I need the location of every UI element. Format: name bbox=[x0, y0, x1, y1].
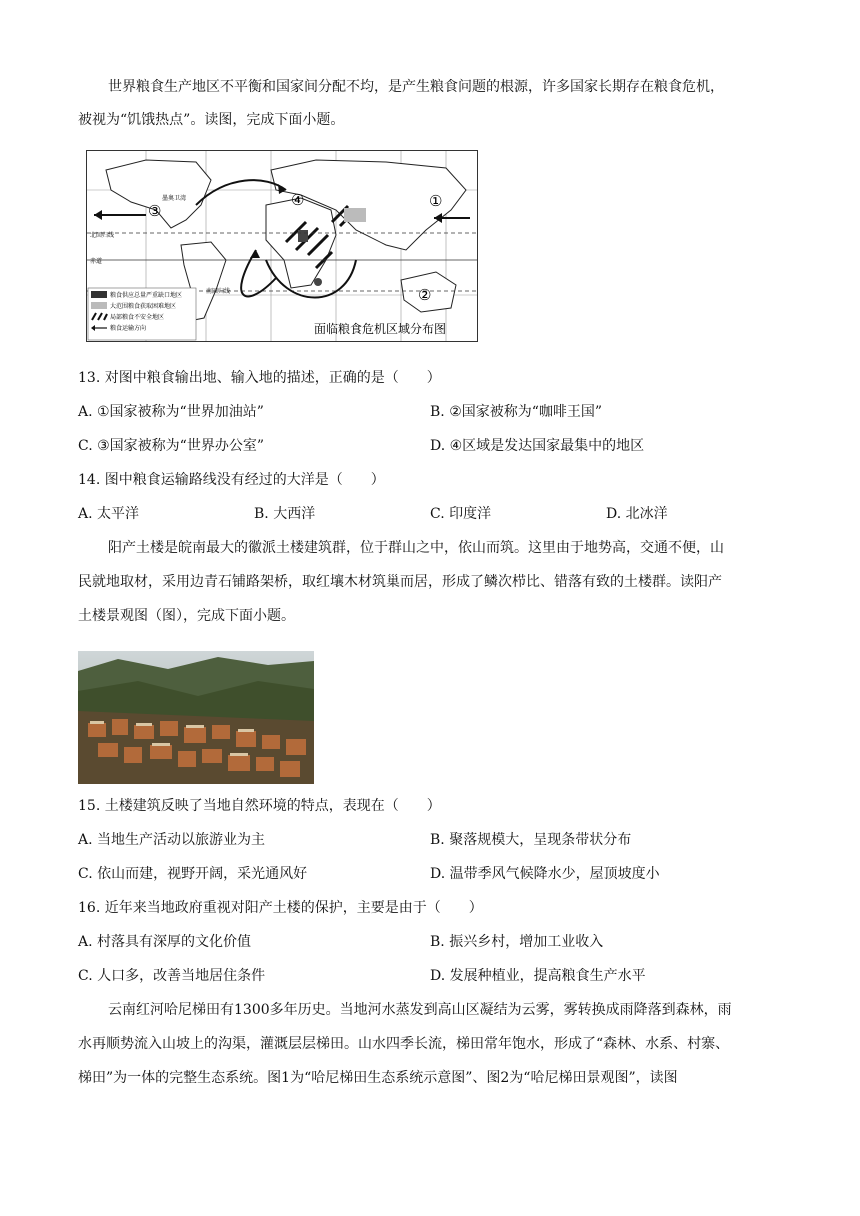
q14-option-d[interactable]: D. 北冰洋 bbox=[606, 506, 668, 522]
marker-2: ② bbox=[418, 286, 432, 304]
q16-option-b[interactable]: B. 振兴乡村，增加工业收入 bbox=[430, 934, 604, 950]
q13-option-b[interactable]: B. ②国家被称为“咖啡王国” bbox=[430, 404, 603, 420]
q13-stem: 13. 对图中粮食输出地、输入地的描述，正确的是（ ） bbox=[78, 370, 441, 386]
intro2-line1: 阳产土楼是皖南最大的徽派土楼建筑群，位于群山之中，依山而筑。这里由于地势高，交通不便，山 bbox=[108, 540, 724, 556]
q14-option-b[interactable]: B. 大西洋 bbox=[254, 506, 316, 522]
marker-3: ③ bbox=[148, 202, 162, 220]
q16-option-c[interactable]: C. 人口多，改善当地居住条件 bbox=[78, 968, 266, 984]
tulou-landscape-photo bbox=[78, 651, 314, 784]
marker-1: ① bbox=[429, 192, 443, 210]
intro1-line2: 被视为“饥饿热点”。读图，完成下面小题。 bbox=[78, 112, 345, 128]
gulf-label: 墨奥卫湾 bbox=[162, 195, 187, 202]
q13-option-d[interactable]: D. ④区域是发达国家最集中的地区 bbox=[430, 438, 645, 454]
q15-stem: 15. 土楼建筑反映了当地自然环境的特点，表现在（ ） bbox=[78, 798, 441, 814]
q16-option-a[interactable]: A. 村落具有深厚的文化价值 bbox=[78, 934, 252, 950]
marker-4: ④ bbox=[291, 191, 305, 209]
equator-label: 赤道 bbox=[90, 258, 103, 265]
intro2-line2: 民就地取材，采用边青石铺路架桥，取红壤木材筑巢而居，形成了鳞次栉比、错落有致的土楼群。读阳产 bbox=[78, 574, 722, 590]
map-title: 面临粮食危机区域分布图 bbox=[314, 322, 447, 336]
legend-item-3: 局部粮食不安全地区 bbox=[110, 314, 165, 321]
map-legend bbox=[88, 288, 196, 340]
tropic-south-label: 南回归线 bbox=[206, 288, 231, 295]
q13-option-a[interactable]: A. ①国家被称为“世界加油站” bbox=[78, 404, 264, 420]
q15-option-a[interactable]: A. 当地生产活动以旅游业为主 bbox=[78, 832, 266, 848]
intro2-line3: 土楼景观图（图），完成下面小题。 bbox=[78, 608, 295, 624]
intro1-line1: 世界粮食生产地区不平衡和国家间分配不均，是产生粮食问题的根源，许多国家长期存在粮食危机， bbox=[108, 79, 724, 95]
legend-item-2: 大范围粮食获取困难地区 bbox=[110, 303, 177, 310]
tropic-north-label: 北回归线 bbox=[90, 232, 115, 239]
intro3-line1: 云南红河哈尼梯田有1300多年历史。当地河水蒸发到高山区凝结为云雾，雾转换成雨降落到森林，雨 bbox=[108, 1002, 732, 1018]
q15-option-c[interactable]: C. 依山而建，视野开阔，采光通风好 bbox=[78, 866, 308, 882]
q14-stem: 14. 图中粮食运输路线没有经过的大洋是（ ） bbox=[78, 472, 385, 488]
intro3-line2: 水再顺势流入山坡上的沟渠，灌溉层层梯田。山水四季长流，梯田常年饱水，形成了“森林、水系、村寨、 bbox=[78, 1036, 730, 1052]
q14-option-c[interactable]: C. 印度洋 bbox=[430, 506, 492, 522]
legend-item-4: 粮食运输方向 bbox=[110, 325, 147, 332]
legend-item-1: 粮食供应总量严重缺口地区 bbox=[110, 292, 183, 299]
q13-option-c[interactable]: C. ③国家被称为“世界办公室” bbox=[78, 438, 264, 454]
intro3-line3: 梯田”为一体的完整生态系统。图1为“哈尼梯田生态系统示意图”、图2为“哈尼梯田景观图”，读图 bbox=[78, 1070, 678, 1086]
q14-option-a[interactable]: A. 太平洋 bbox=[78, 506, 140, 522]
q16-option-d[interactable]: D. 发展种植业，提高粮食生产水平 bbox=[430, 968, 646, 984]
q15-option-b[interactable]: B. 聚落规模大，呈现条带状分布 bbox=[430, 832, 632, 848]
food-crisis-map bbox=[86, 150, 478, 342]
q16-stem: 16. 近年来当地政府重视对阳产土楼的保护，主要是由于（ ） bbox=[78, 900, 483, 916]
q15-option-d[interactable]: D. 温带季风气候降水少，屋顶坡度小 bbox=[430, 866, 660, 882]
